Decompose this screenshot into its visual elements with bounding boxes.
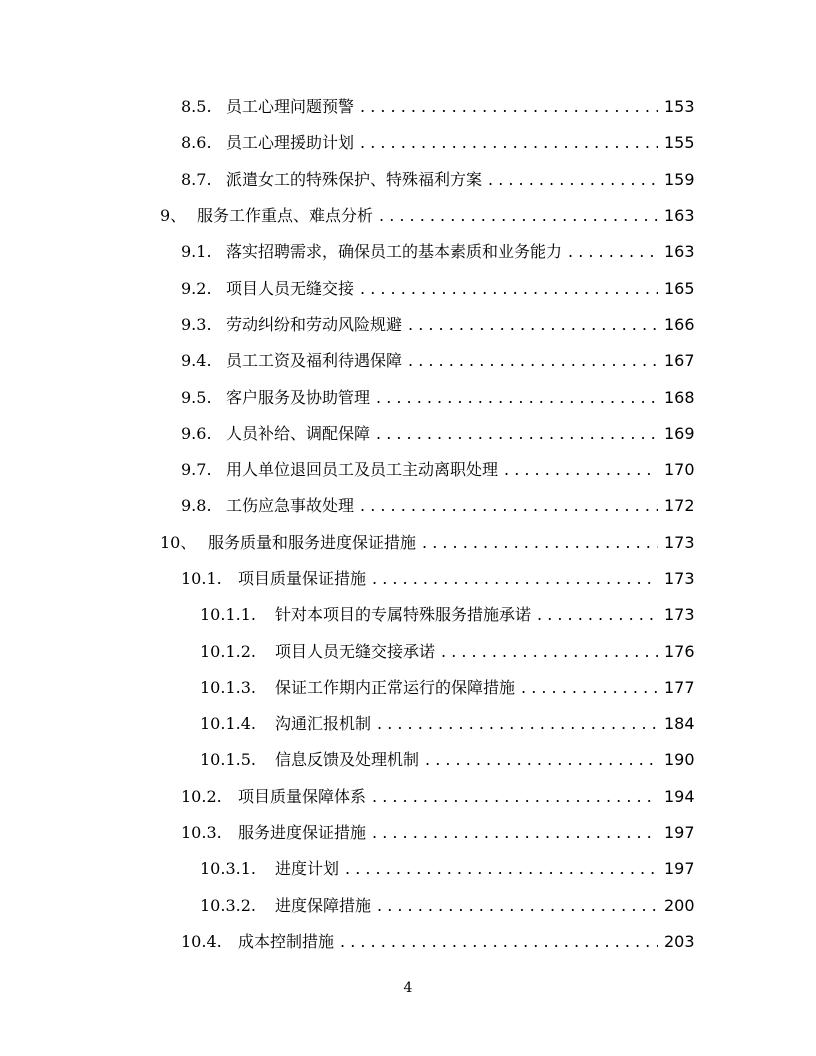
toc-entry-title: 项目质量保证措施 — [238, 569, 367, 588]
toc-entry[interactable] — [0, 162, 816, 198]
toc-entry-title: 员工心理援助计划 — [226, 133, 355, 153]
toc-dot-leader — [372, 823, 658, 843]
toc-dot-leader — [340, 932, 658, 952]
toc-dot-leader — [360, 496, 658, 516]
toc-entry-title: 服务工作重点、难点分析 — [197, 206, 374, 226]
toc-dot-leader — [360, 279, 658, 299]
toc-entry-number: 10.1.1. — [200, 605, 256, 625]
toc-dot-leader — [345, 859, 658, 879]
toc-entry[interactable] — [0, 597, 816, 633]
toc-entry-page: 173 — [664, 532, 695, 552]
toc-dot-leader — [377, 714, 658, 734]
toc-entry-title: 信息反馈及处理机制 — [275, 750, 420, 770]
toc-entry-number: 10.1.3. — [200, 677, 256, 697]
toc-entry[interactable] — [0, 561, 816, 597]
toc-entry-title: 项目人员无缝交接承诺 — [275, 641, 436, 661]
toc-entry[interactable] — [0, 851, 816, 887]
toc-entry-page: 176 — [664, 641, 695, 661]
toc-entry[interactable] — [0, 416, 816, 452]
toc-dot-leader — [376, 388, 658, 408]
toc-entry-title: 员工工资及福利待遇保障 — [226, 351, 403, 371]
toc-entry-number: 9.4. — [181, 351, 212, 371]
toc-dot-leader — [376, 424, 658, 444]
toc-entry-title: 人员补给、调配保障 — [226, 423, 371, 443]
toc-entry[interactable] — [0, 670, 816, 706]
toc-entry-title: 成本控制措施 — [238, 931, 335, 951]
toc-entry-number: 9.6. — [181, 423, 212, 443]
toc-entry-number: 8.5. — [181, 97, 212, 117]
toc-entry-page: 194 — [664, 786, 695, 806]
toc-entry[interactable] — [0, 742, 816, 778]
toc-dot-leader — [360, 97, 658, 117]
toc-entry-page: 173 — [664, 605, 695, 625]
toc-entry-number: 10.3. — [181, 823, 222, 843]
toc-dot-leader — [379, 206, 658, 226]
toc-entry-page: 166 — [664, 314, 695, 334]
toc-entry-number: 10.2. — [181, 786, 222, 806]
toc-entry[interactable] — [0, 452, 816, 488]
toc-entry-title: 劳动纠纷和劳动风险规避 — [226, 314, 403, 334]
toc-entry-number: 9.2. — [181, 278, 212, 298]
toc-entry-page: 159 — [664, 169, 695, 189]
toc-entry-title: 进度保障措施 — [275, 895, 372, 915]
toc-entry[interactable] — [0, 525, 816, 561]
toc-entry[interactable] — [0, 488, 816, 524]
toc-entry-number: 10.3.2. — [200, 895, 256, 915]
toc-entry-number: 10.4. — [181, 931, 222, 951]
toc-entry-title: 服务进度保证措施 — [238, 823, 367, 843]
toc-dot-leader — [488, 170, 658, 190]
toc-entry-page: 172 — [664, 496, 695, 516]
toc-dot-leader — [408, 315, 658, 335]
toc-entry-title: 沟通汇报机制 — [275, 714, 372, 734]
toc-entry-title: 针对本项目的专属特殊服务措施承诺 — [275, 605, 532, 625]
toc-entry-page: 184 — [664, 714, 695, 734]
toc-entry-page: 165 — [664, 278, 695, 298]
toc-entry-number: 10.3.1. — [200, 859, 256, 879]
toc-entry-number: 10.1.4. — [200, 714, 256, 734]
toc-dot-leader — [537, 605, 658, 625]
toc-entry-page: 163 — [664, 242, 695, 262]
toc-entry-title: 派遣女工的特殊保护、特殊福利方案 — [226, 169, 483, 189]
toc-dot-leader — [521, 678, 658, 698]
toc-entry[interactable] — [0, 307, 816, 343]
toc-entry-page: 177 — [664, 677, 695, 697]
toc-entry-title: 保证工作期内正常运行的保障措施 — [275, 677, 516, 697]
toc-entry-page: 190 — [664, 750, 695, 770]
toc-entry-page: 203 — [664, 931, 695, 951]
toc-entry[interactable] — [0, 924, 816, 960]
toc-entry-title: 进度计划 — [275, 859, 340, 879]
toc-entry-page: 168 — [664, 387, 695, 407]
toc-entry-page: 167 — [664, 351, 695, 371]
toc-entry[interactable] — [0, 633, 816, 669]
toc-entry-number: 8.6. — [181, 133, 212, 153]
toc-entry-number: 9.7. — [181, 460, 212, 480]
toc-entry-page: 169 — [664, 423, 695, 443]
toc-entry-number: 8.7. — [181, 169, 212, 189]
toc-entry-number: 9.8. — [181, 496, 212, 516]
toc-dot-leader — [422, 533, 658, 553]
toc-entry-title: 工伤应急事故处理 — [226, 496, 355, 516]
toc-entry[interactable] — [0, 815, 816, 851]
toc-entry-number: 9.1. — [181, 242, 212, 262]
toc-entry-title: 项目质量保障体系 — [238, 786, 367, 806]
toc-entry[interactable] — [0, 234, 816, 270]
toc-entry-page: 170 — [664, 460, 695, 480]
toc-entry-number: 10.1. — [181, 569, 222, 588]
toc-entry-page: 155 — [664, 133, 695, 153]
toc-entry-title: 员工心理问题预警 — [226, 97, 355, 117]
toc-dot-leader — [372, 787, 658, 807]
toc-entry-number: 9.3. — [181, 314, 212, 334]
toc-dot-leader — [408, 351, 658, 371]
toc-entry[interactable] — [0, 198, 816, 234]
toc-entry[interactable] — [0, 270, 816, 306]
toc-entry-page: 197 — [664, 823, 695, 843]
toc-entry-title: 服务质量和服务进度保证措施 — [208, 532, 417, 552]
toc-entry[interactable] — [0, 888, 816, 924]
toc-dot-leader — [568, 242, 658, 262]
toc-entry-page: 173 — [664, 569, 695, 588]
toc-entry[interactable] — [0, 379, 816, 415]
toc-entry-title: 客户服务及协助管理 — [226, 387, 371, 407]
toc-entry-number: 10、 — [160, 532, 197, 552]
toc-dot-leader — [425, 750, 658, 770]
toc-dot-leader — [372, 569, 658, 589]
toc-dot-leader — [377, 896, 658, 916]
toc-entry-number: 10.1.2. — [200, 641, 256, 661]
toc-entry-page: 200 — [664, 895, 695, 915]
toc-entry-number: 9、 — [160, 206, 187, 226]
toc-entry-number: 10.1.5. — [200, 750, 256, 770]
toc-entry[interactable] — [0, 89, 816, 125]
toc-dot-leader — [504, 460, 658, 480]
toc-entry[interactable] — [0, 125, 816, 161]
toc-entry-page: 197 — [664, 859, 695, 879]
toc-dot-leader — [360, 133, 658, 153]
toc-entry[interactable] — [0, 779, 816, 815]
page-number: 4 — [403, 980, 413, 996]
toc-entry[interactable] — [0, 706, 816, 742]
toc-entry-title: 项目人员无缝交接 — [226, 278, 355, 298]
toc-entry-title: 用人单位退回员工及员工主动离职处理 — [226, 460, 499, 480]
toc-entry[interactable] — [0, 343, 816, 379]
table-of-contents — [0, 89, 816, 960]
toc-entry-number: 9.5. — [181, 387, 212, 407]
toc-dot-leader — [441, 642, 658, 662]
toc-entry-page: 153 — [664, 97, 695, 117]
toc-entry-title: 落实招聘需求，确保员工的基本素质和业务能力 — [226, 242, 563, 262]
toc-entry-page: 163 — [664, 206, 695, 226]
